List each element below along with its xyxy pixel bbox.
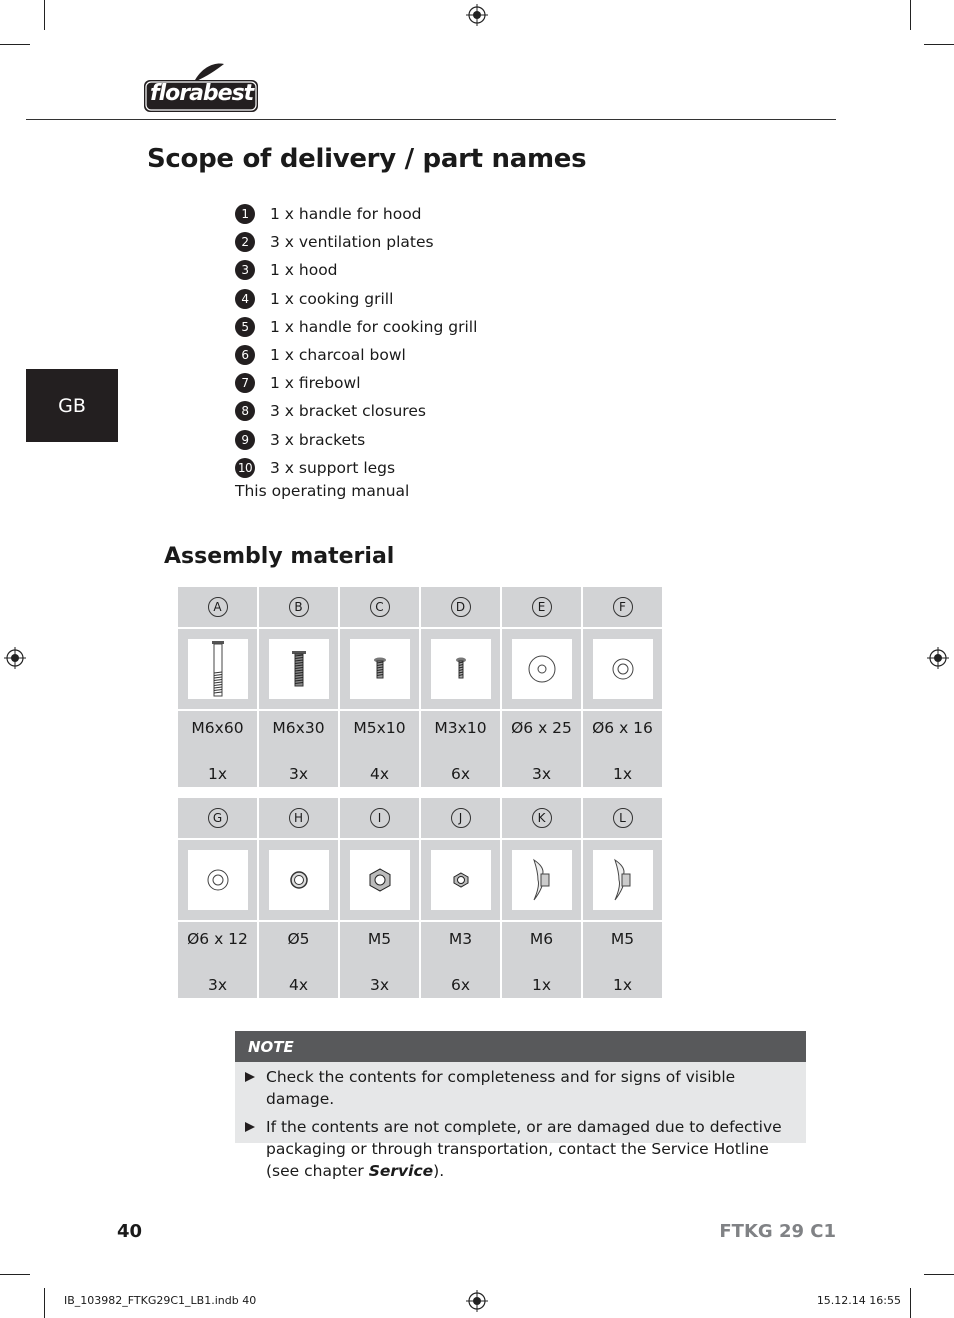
registration-mark-icon: [466, 1290, 488, 1312]
hardware-item: [178, 798, 257, 998]
section-title-assembly: Assembly material: [164, 544, 395, 569]
crop-mark: [924, 44, 954, 45]
hardware-size: M6x30: [272, 719, 325, 737]
hardware-size: M6: [529, 930, 554, 948]
part-label: 3 x support legs: [270, 458, 396, 477]
hardware-image-cell: [583, 840, 662, 920]
part-label: 1 x handle for cooking grill: [270, 317, 478, 336]
part-label: 3 x ventilation plates: [270, 233, 434, 252]
hardware-letter: H: [289, 808, 309, 828]
hardware-item: [583, 587, 662, 787]
print-slug-file: IB_103982_FTKG29C1_LB1.indb 40: [64, 1294, 257, 1307]
hardware-item: [502, 798, 581, 998]
part-label: 1 x firebowl: [270, 374, 361, 393]
hardware-letter-cell: [178, 587, 257, 627]
hardware-letter: E: [532, 597, 552, 617]
brand-logo: [144, 62, 258, 112]
hardware-image-cell: [502, 629, 581, 709]
part-item: [235, 256, 477, 284]
part-label: 1 x charcoal bowl: [270, 346, 406, 365]
hardware-size: Ø6 x 25: [511, 719, 572, 737]
part-label: 1 x cooking grill: [270, 289, 394, 308]
spring-washer-icon: [269, 850, 329, 910]
note-item: [235, 1066, 806, 1110]
language-tab-label: GB: [58, 394, 86, 417]
hardware-spec-cell: [259, 922, 338, 998]
hardware-letter: A: [208, 597, 228, 617]
wing-nut-icon: [512, 850, 572, 910]
arrow-bullet-icon: [245, 1122, 255, 1132]
hardware-quantity: 3x: [288, 765, 309, 783]
hardware-image-cell: [178, 629, 257, 709]
crop-mark: [44, 1288, 45, 1318]
hardware-quantity: 1x: [531, 976, 552, 994]
part-item: [235, 228, 477, 256]
hardware-spec-cell: [340, 922, 419, 998]
logo-text: florabest: [150, 81, 254, 106]
part-number-badge: 4: [235, 289, 255, 309]
screw-icon: [350, 639, 410, 699]
hardware-size: Ø6 x 16: [592, 719, 653, 737]
hex-nut-icon: [350, 850, 410, 910]
part-label: 3 x brackets: [270, 430, 366, 449]
hardware-image-cell: [421, 629, 500, 709]
hardware-size: M5: [367, 930, 392, 948]
hardware-letter-cell: [259, 798, 338, 838]
part-item: [235, 454, 477, 482]
hardware-size: M3x10: [434, 719, 487, 737]
hardware-letter-cell: [178, 798, 257, 838]
hardware-image-cell: [259, 629, 338, 709]
manual-item: This operating manual: [235, 482, 410, 500]
hardware-item: [583, 798, 662, 998]
hardware-image-cell: [583, 629, 662, 709]
language-tab: [26, 369, 118, 442]
hardware-quantity: 3x: [207, 976, 228, 994]
hardware-item: [421, 798, 500, 998]
part-item: [235, 285, 477, 313]
part-number-badge: 1: [235, 204, 255, 224]
hardware-quantity: 1x: [612, 765, 633, 783]
hardware-letter-cell: [583, 798, 662, 838]
hardware-spec-cell: [178, 922, 257, 998]
large-washer-icon: [512, 639, 572, 699]
part-number-badge: 3: [235, 260, 255, 280]
note-item: [235, 1116, 806, 1182]
crop-mark: [0, 1274, 30, 1275]
registration-mark-icon: [466, 4, 488, 26]
hardware-item: [259, 798, 338, 998]
washer-icon: [593, 639, 653, 699]
hardware-image-cell: [502, 840, 581, 920]
arrow-bullet-icon: [245, 1072, 255, 1082]
hardware-item: [421, 587, 500, 787]
hardware-letter: D: [451, 597, 471, 617]
hardware-letter-cell: [421, 587, 500, 627]
part-item: [235, 426, 477, 454]
page-number: 40: [117, 1221, 143, 1242]
hardware-image-cell: [259, 840, 338, 920]
hardware-item: [340, 798, 419, 998]
hardware-letter-cell: [421, 798, 500, 838]
hardware-letter: B: [289, 597, 309, 617]
hardware-quantity: 1x: [612, 976, 633, 994]
hardware-item: [502, 587, 581, 787]
hardware-letter-cell: [502, 587, 581, 627]
hardware-size: M5x10: [353, 719, 406, 737]
part-item: [235, 397, 477, 425]
hardware-image-cell: [178, 840, 257, 920]
note-emphasis: Service: [368, 1162, 434, 1180]
hardware-quantity: 1x: [207, 765, 228, 783]
hardware-image-cell: [421, 840, 500, 920]
hardware-item: [259, 587, 338, 787]
hardware-quantity: 4x: [288, 976, 309, 994]
parts-list: [235, 200, 477, 482]
hardware-letter: F: [613, 597, 633, 617]
hardware-spec-cell: [583, 922, 662, 998]
part-label: 1 x hood: [270, 261, 338, 280]
crop-mark: [0, 44, 30, 45]
hardware-spec-cell: [583, 711, 662, 787]
hardware-quantity: 4x: [369, 765, 390, 783]
hardware-letter: I: [370, 808, 390, 828]
hardware-spec-cell: [502, 711, 581, 787]
header-rule: [26, 119, 836, 120]
crop-mark: [910, 1288, 911, 1318]
part-number-badge: 10: [235, 458, 255, 478]
wing-nut-icon: [593, 850, 653, 910]
hardware-letter: J: [451, 808, 471, 828]
hardware-size: M6x60: [191, 719, 244, 737]
hardware-size: Ø6 x 12: [187, 930, 248, 948]
small-hex-nut-icon: [431, 850, 491, 910]
crop-mark: [924, 1274, 954, 1275]
hardware-letter-cell: [583, 587, 662, 627]
part-number-badge: 8: [235, 401, 255, 421]
bolt-icon: [269, 639, 329, 699]
hardware-quantity: 6x: [450, 765, 471, 783]
hardware-quantity: 6x: [450, 976, 471, 994]
note-text: If the contents are not complete, or are damaged due to defective packaging or through transportation, contact the Service Hotline (see chapter: [266, 1118, 782, 1180]
note-box: [235, 1031, 806, 1180]
print-slug-date: 15.12.14 16:55: [816, 1294, 901, 1307]
hardware-letter-cell: [340, 798, 419, 838]
hardware-item: [340, 587, 419, 787]
long-bolt-icon: [188, 639, 248, 699]
washer-icon: [188, 850, 248, 910]
small-screw-icon: [431, 639, 491, 699]
hardware-quantity: 3x: [369, 976, 390, 994]
hardware-image-cell: [340, 629, 419, 709]
section-title-scope: Scope of delivery / part names: [147, 144, 587, 174]
hardware-spec-cell: [259, 711, 338, 787]
hardware-letter-cell: [502, 798, 581, 838]
hardware-letter: G: [208, 808, 228, 828]
part-number-badge: 7: [235, 373, 255, 393]
assembly-grid-row-2: [178, 798, 662, 998]
hardware-letter-cell: [340, 587, 419, 627]
hardware-quantity: 3x: [531, 765, 552, 783]
part-item: [235, 369, 477, 397]
hardware-size: Ø5: [287, 930, 310, 948]
part-item: [235, 200, 477, 228]
hardware-spec-cell: [178, 711, 257, 787]
note-text-end: ).: [433, 1162, 445, 1180]
assembly-grid-row-1: [178, 587, 662, 787]
part-item: [235, 313, 477, 341]
hardware-letter: K: [532, 808, 552, 828]
part-label: 1 x handle for hood: [270, 205, 422, 224]
part-number-badge: 6: [235, 345, 255, 365]
registration-mark-icon: [4, 647, 26, 669]
hardware-letter-cell: [259, 587, 338, 627]
hardware-spec-cell: [421, 922, 500, 998]
note-text: Check the contents for completeness and for signs of visible damage.: [266, 1068, 736, 1108]
hardware-image-cell: [340, 840, 419, 920]
part-number-badge: 5: [235, 317, 255, 337]
part-number-badge: 2: [235, 232, 255, 252]
model-number: FTKG 29 C1: [719, 1221, 836, 1242]
hardware-spec-cell: [502, 922, 581, 998]
part-label: 3 x bracket closures: [270, 402, 426, 421]
hardware-size: M5: [610, 930, 635, 948]
hardware-letter: L: [613, 808, 633, 828]
crop-mark: [910, 0, 911, 30]
part-number-badge: 9: [235, 430, 255, 450]
registration-mark-icon: [927, 647, 949, 669]
crop-mark: [44, 0, 45, 30]
hardware-letter: C: [370, 597, 390, 617]
hardware-spec-cell: [340, 711, 419, 787]
hardware-spec-cell: [421, 711, 500, 787]
hardware-item: [178, 587, 257, 787]
hardware-size: M3: [448, 930, 473, 948]
part-item: [235, 341, 477, 369]
note-heading: NOTE: [235, 1031, 806, 1062]
